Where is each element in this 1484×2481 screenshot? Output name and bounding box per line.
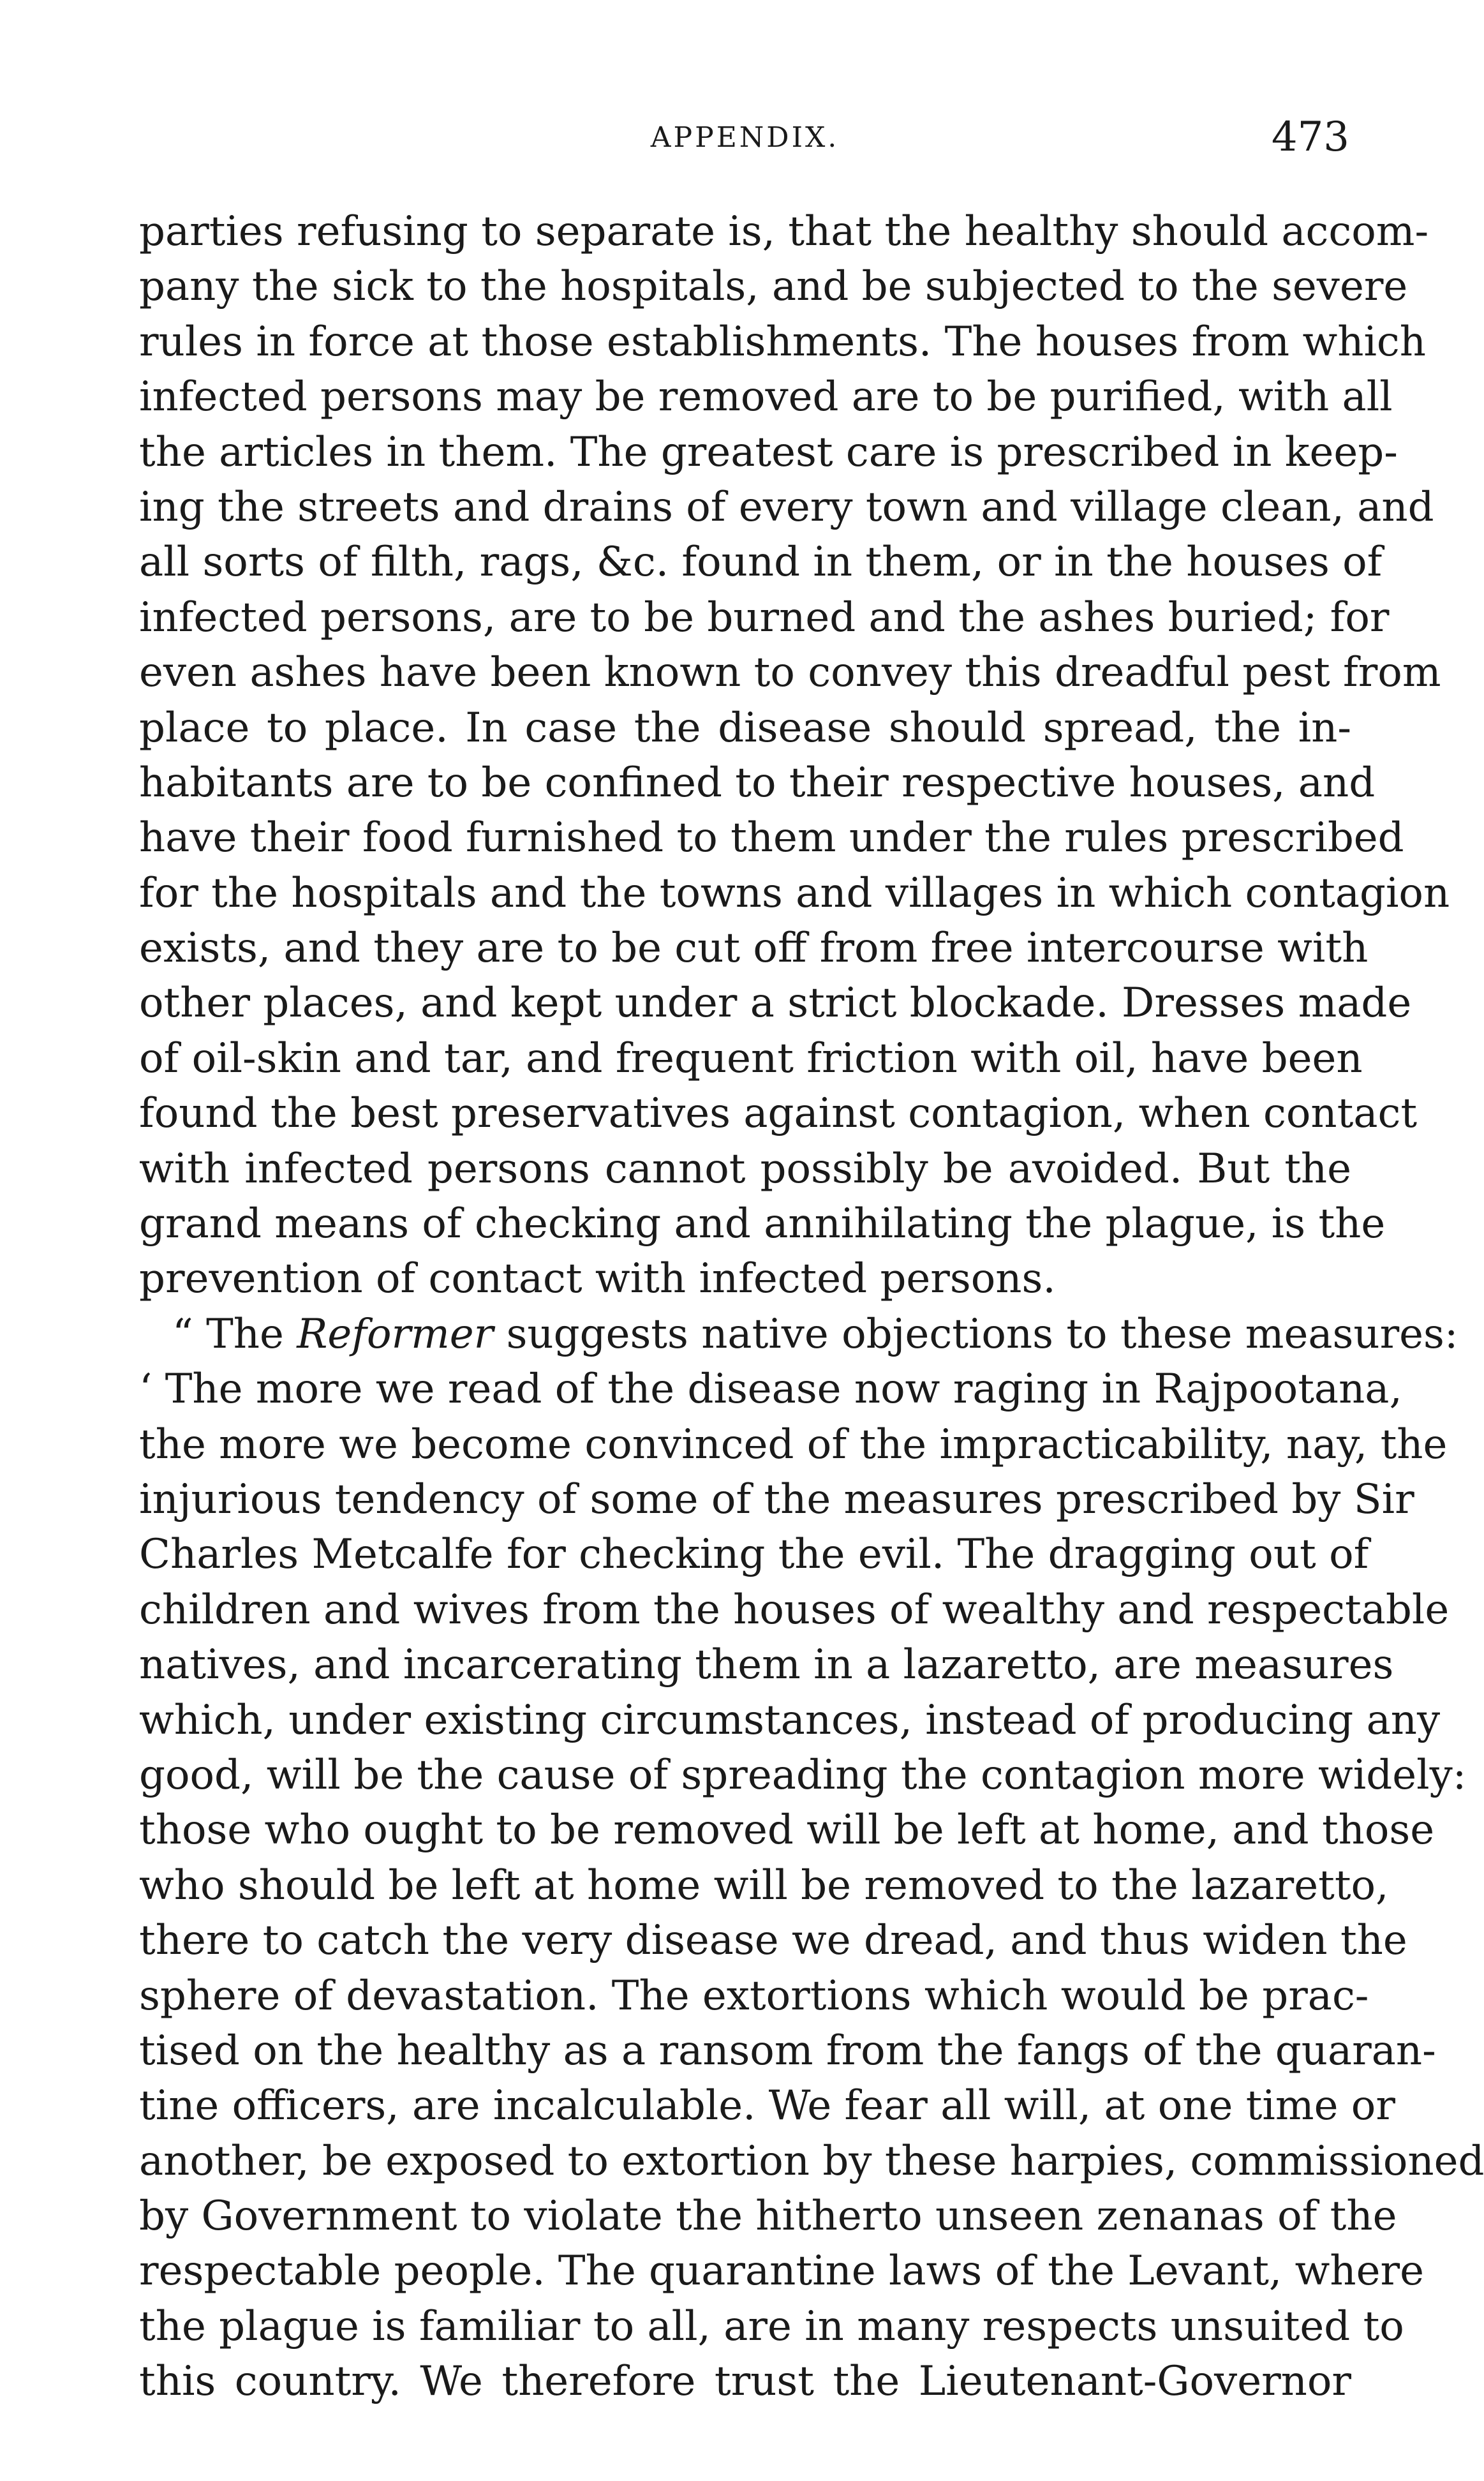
paragraph-opening-line [139, 1307, 1458, 1362]
text-line: there to catch the very disease we dread, and thus widen the [139, 1917, 1407, 1965]
text-line: ‘ The more we read of the disease now raging in Rajpootana, [139, 1366, 1402, 1413]
text-line: grand means of checking and annihilating the plague, is the [139, 1200, 1386, 1248]
text-line: of oil-skin and tar, and frequent friction with oil, have been [139, 1034, 1363, 1082]
text-line: natives, and incarcerating them in a lazaretto, are measures [139, 1641, 1394, 1689]
publication-title: Reformer [297, 1310, 494, 1358]
text-line: those who ought to be removed will be left at home, and those [139, 1807, 1435, 1854]
text-line: the more we become convinced of the impracticability, nay, the [139, 1420, 1448, 1468]
text-line: all sorts of filth, rags, &c. found in them, or in the houses of [139, 539, 1383, 586]
text-line: good, will be the cause of spreading the contagion more widely: [139, 1751, 1467, 1799]
page-number: 473 [1271, 114, 1349, 161]
running-title: APPENDIX. [650, 121, 840, 154]
text-line: tine officers, are incalculable. We fear all will, at one time or [139, 2082, 1395, 2130]
body-text [139, 204, 1484, 2410]
text-line: ing the streets and drains of every town and village clean, and [139, 483, 1434, 531]
text-line: Charles Metcalfe for checking the evil. The dragging out of [139, 1531, 1369, 1579]
text-line: have their food furnished to them under the rules prescribed [139, 814, 1404, 862]
opening-quote-text: “ The [172, 1310, 297, 1358]
text-line: which, under existing circumstances, instead of producing any [139, 1696, 1441, 1744]
text-line: children and wives from the houses of wealthy and respectable [139, 1586, 1450, 1634]
text-line: infected persons may be removed are to be purified, with all [139, 373, 1393, 421]
text-line: tised on the healthy as a ransom from the fangs of the quaran- [139, 2027, 1436, 2075]
text-line: pany the sick to the hospitals, and be subjected to the severe [139, 263, 1408, 311]
text-line: another, be exposed to extortion by these harpies, commissioned [139, 2137, 1484, 2185]
paragraph-reformer-objections [139, 1307, 1484, 2410]
text-line: the articles in them. The greatest care is prescribed in keep- [139, 428, 1398, 476]
text-line: even ashes have been known to convey this dreadful pest from [139, 649, 1441, 697]
running-head [140, 96, 1349, 160]
text-line: rules in force at those establishments. The houses from which [139, 318, 1426, 366]
text-line: with infected persons cannot possibly be avoided. But the [139, 1145, 1351, 1193]
text-line: habitants are to be confined to their respective houses, and [139, 759, 1376, 807]
text-line: found the best preservatives against contagion, when contact [139, 1090, 1418, 1138]
text-line: prevention of contact with infected persons. [139, 1255, 1056, 1303]
text-line: exists, and they are to be cut off from free intercourse with [139, 925, 1369, 972]
text-line: the plague is familiar to all, are in many respects unsuited to [139, 2302, 1404, 2350]
paragraph-quarantine-rules [139, 204, 1450, 1307]
text-line: for the hospitals and the towns and villages in which contagion [139, 869, 1450, 917]
opening-line-rest: suggests native objections to these measures: [493, 1310, 1458, 1358]
text-line: who should be left at home will be removed to the lazaretto, [139, 1861, 1389, 1909]
text-line: this country. We therefore trust the Lieutenant-Governor [139, 2358, 1351, 2406]
text-line: other places, and kept under a strict blockade. Dresses made [139, 980, 1412, 1027]
text-line: sphere of devastation. The extortions which would be prac- [139, 1972, 1369, 2020]
text-line: respectable people. The quarantine laws of the Levant, where [139, 2247, 1424, 2295]
text-line: injurious tendency of some of the measures prescribed by Sir [139, 1475, 1414, 1523]
text-line: place to place. In case the disease should spread, the in- [139, 704, 1351, 752]
text-line: parties refusing to separate is, that the healthy should accom- [139, 208, 1429, 255]
text-line: by Government to violate the hitherto unseen zenanas of the [139, 2193, 1397, 2240]
text-line: infected persons, are to be burned and the ashes buried; for [139, 593, 1390, 641]
